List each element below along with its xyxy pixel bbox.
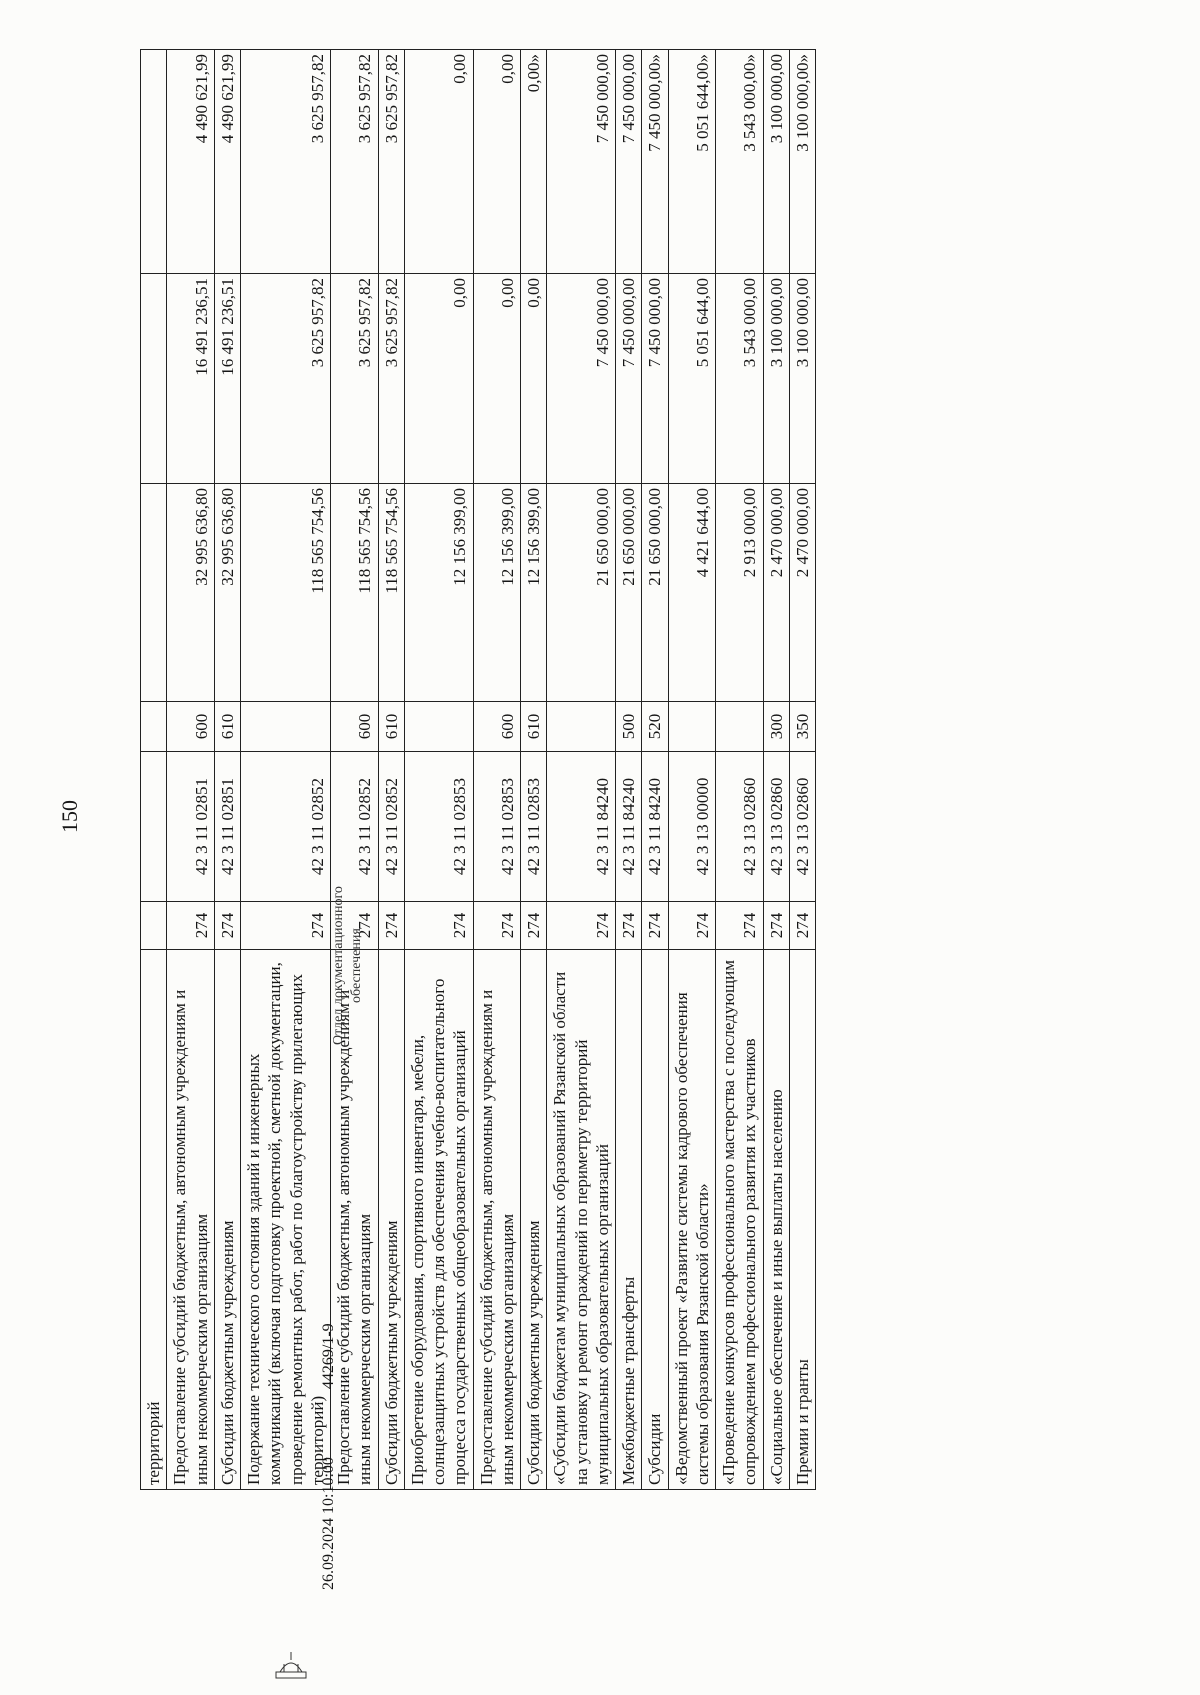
cell-vr: 610: [521, 702, 547, 752]
cell-vr: 600: [473, 702, 521, 752]
cell-ministry: 274: [404, 902, 473, 950]
footer-timestamp: 26.09.2024 10:10:00: [320, 1457, 337, 1590]
table-row: [214, 50, 240, 1490]
cell-year1: 4 421 644,00: [668, 484, 716, 702]
cell-year3: [141, 50, 167, 274]
cell-year3: 3 543 000,00»: [716, 50, 764, 274]
cell-year2: 16 491 236,51: [167, 274, 215, 484]
cell-year3: 3 625 957,82: [331, 50, 379, 274]
table-row: [789, 50, 815, 1490]
cell-year2: 7 450 000,00: [642, 274, 668, 484]
cell-name: Субсидии бюджетным учреждениям: [521, 950, 547, 1490]
cell-csr: 42 3 11 84240: [547, 752, 616, 902]
table-row: [378, 50, 404, 1490]
cell-vr: 520: [642, 702, 668, 752]
cell-year2: 3 543 000,00: [716, 274, 764, 484]
cell-name: Предоставление субсидий бюджетным, автономным учреждениям и иным некоммерческим организациям: [167, 950, 215, 1490]
stamp-line-2: обеспечения: [349, 928, 365, 1003]
cell-ministry: 274: [331, 902, 379, 950]
cell-name: Премии и гранты: [789, 950, 815, 1490]
cell-year3: 0,00: [404, 50, 473, 274]
cell-year3: 7 450 000,00: [616, 50, 642, 274]
cell-name: территорий: [141, 950, 167, 1490]
cell-year1: 118 565 754,56: [378, 484, 404, 702]
cell-name: Предоставление субсидий бюджетным, автономным учреждениям и иным некоммерческим организациям: [331, 950, 379, 1490]
table-row: [763, 50, 789, 1490]
cell-year2: 7 450 000,00: [547, 274, 616, 484]
cell-csr: [141, 752, 167, 902]
cell-year3: 3 100 000,00: [763, 50, 789, 274]
cell-csr: 42 3 13 00000: [668, 752, 716, 902]
table-row: [668, 50, 716, 1490]
cell-name: Подержание технического состояния зданий и инженерных коммуникаций (включая подготовку проектной, сметной документации, проведение ремонтных работ, работ по благоустройству прилегающих территорий): [241, 950, 331, 1490]
cell-year2: 16 491 236,51: [214, 274, 240, 484]
cell-year1: 12 156 399,00: [473, 484, 521, 702]
cell-csr: 42 3 11 02851: [167, 752, 215, 902]
cell-name: Субсидии: [642, 950, 668, 1490]
cell-year1: [141, 484, 167, 702]
table-row: [167, 50, 215, 1490]
cell-vr: 600: [167, 702, 215, 752]
table-row: [547, 50, 616, 1490]
department-stamp: [330, 886, 366, 1045]
cell-year2: [141, 274, 167, 484]
table-row: [404, 50, 473, 1490]
cell-vr: [668, 702, 716, 752]
cell-ministry: 274: [547, 902, 616, 950]
cell-year2: 0,00: [404, 274, 473, 484]
cell-year1: 118 565 754,56: [331, 484, 379, 702]
cell-year1: 2 470 000,00: [763, 484, 789, 702]
cell-year1: 32 995 636,80: [214, 484, 240, 702]
cell-year3: 3 625 957,82: [378, 50, 404, 274]
cell-ministry: 274: [789, 902, 815, 950]
cell-ministry: 274: [521, 902, 547, 950]
cell-year1: 2 913 000,00: [716, 484, 764, 702]
cell-name: Субсидии бюджетным учреждениям: [378, 950, 404, 1490]
cell-ministry: 274: [668, 902, 716, 950]
cell-vr: 500: [616, 702, 642, 752]
cell-year3: 5 051 644,00»: [668, 50, 716, 274]
cell-year3: 4 490 621,99: [167, 50, 215, 274]
cell-year1: 2 470 000,00: [789, 484, 815, 702]
cell-vr: 300: [763, 702, 789, 752]
page-number: 150: [57, 800, 82, 833]
footer: [320, 990, 338, 1590]
cell-csr: 42 3 13 02860: [789, 752, 815, 902]
cell-year1: 21 650 000,00: [642, 484, 668, 702]
cell-csr: 42 3 13 02860: [716, 752, 764, 902]
cell-name: «Проведение конкурсов профессионального мастерства с последующим сопровождением профессионального развития их участников: [716, 950, 764, 1490]
table-row: [521, 50, 547, 1490]
cell-csr: 42 3 11 84240: [642, 752, 668, 902]
cell-year1: 21 650 000,00: [547, 484, 616, 702]
stamp-line-1: Отдел документационного: [331, 886, 346, 1045]
cell-year2: 7 450 000,00: [616, 274, 642, 484]
cell-vr: 350: [789, 702, 815, 752]
cell-year2: 5 051 644,00: [668, 274, 716, 484]
cell-vr: [716, 702, 764, 752]
cell-ministry: 274: [167, 902, 215, 950]
cell-vr: [404, 702, 473, 752]
budget-table: [140, 49, 816, 1490]
cell-year3: 4 490 621,99: [214, 50, 240, 274]
table-row: [616, 50, 642, 1490]
cell-year3: 3 100 000,00»: [789, 50, 815, 274]
cell-year1: 12 156 399,00: [404, 484, 473, 702]
cell-csr: 42 3 11 02851: [214, 752, 240, 902]
cell-name: «Ведомственный проект «Развитие системы кадрового обеспечения системы образования Рязанской области»: [668, 950, 716, 1490]
cell-year2: 3 625 957,82: [241, 274, 331, 484]
cell-name: Приобретение оборудования, спортивного инвентаря, мебели, солнцезащитных устройств для обеспечения учебно-воспитательного процесса государственных общеобразовательных организаций: [404, 950, 473, 1490]
cell-year2: 3 625 957,82: [378, 274, 404, 484]
cell-name: «Субсидии бюджетам муниципальных образований Рязанской области на установку и ремонт ограждений по периметру территорий муниципальных образовательных организаций: [547, 950, 616, 1490]
cell-ministry: 274: [378, 902, 404, 950]
cell-csr: 42 3 11 02853: [473, 752, 521, 902]
cell-name: Межбюджетные трансферты: [616, 950, 642, 1490]
cell-ministry: 274: [763, 902, 789, 950]
cell-year2: 3 625 957,82: [331, 274, 379, 484]
cell-year1: 21 650 000,00: [616, 484, 642, 702]
cell-ministry: 274: [642, 902, 668, 950]
budget-table-rotated: [140, 50, 816, 1490]
table-row: [241, 50, 331, 1490]
cell-ministry: [141, 902, 167, 950]
table-row: [716, 50, 764, 1490]
cell-vr: [241, 702, 331, 752]
table-row: [642, 50, 668, 1490]
cell-csr: 42 3 11 02852: [378, 752, 404, 902]
cell-vr: 610: [214, 702, 240, 752]
cell-year1: 118 565 754,56: [241, 484, 331, 702]
table-row: [473, 50, 521, 1490]
footer-doc-id: 44269/1-9: [320, 1323, 337, 1390]
cell-year1: 12 156 399,00: [521, 484, 547, 702]
cell-year1: 32 995 636,80: [167, 484, 215, 702]
cell-ministry: 274: [616, 902, 642, 950]
cell-vr: 600: [331, 702, 379, 752]
cell-csr: 42 3 11 02853: [404, 752, 473, 902]
cell-csr: 42 3 11 02852: [241, 752, 331, 902]
cell-name: «Социальное обеспечение и иные выплаты населению: [763, 950, 789, 1490]
cell-year2: 0,00: [521, 274, 547, 484]
cell-year2: 0,00: [473, 274, 521, 484]
cell-csr: 42 3 11 02852: [331, 752, 379, 902]
cell-vr: [547, 702, 616, 752]
cell-vr: [141, 702, 167, 752]
cell-csr: 42 3 11 84240: [616, 752, 642, 902]
cell-name: Предоставление субсидий бюджетным, автономным учреждениям и иным некоммерческим организациям: [473, 950, 521, 1490]
cell-year3: 0,00»: [521, 50, 547, 274]
cell-csr: 42 3 11 02853: [521, 752, 547, 902]
cell-ministry: 274: [716, 902, 764, 950]
cell-ministry: 274: [241, 902, 331, 950]
table-row: [141, 50, 167, 1490]
cell-year3: 0,00: [473, 50, 521, 274]
budget-table-body: [141, 50, 816, 1490]
logo-icon: [274, 1650, 308, 1680]
cell-year3: 7 450 000,00»: [642, 50, 668, 274]
cell-vr: 610: [378, 702, 404, 752]
cell-year2: 3 100 000,00: [763, 274, 789, 484]
cell-ministry: 274: [214, 902, 240, 950]
cell-year3: 7 450 000,00: [547, 50, 616, 274]
cell-year2: 3 100 000,00: [789, 274, 815, 484]
cell-name: Субсидии бюджетным учреждениям: [214, 950, 240, 1490]
cell-year3: 3 625 957,82: [241, 50, 331, 274]
cell-csr: 42 3 13 02860: [763, 752, 789, 902]
cell-ministry: 274: [473, 902, 521, 950]
